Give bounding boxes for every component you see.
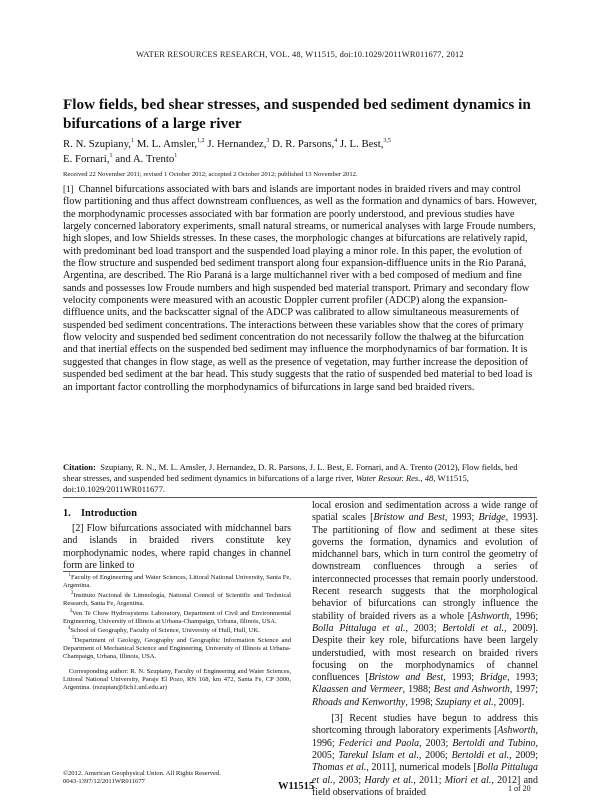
abstract — [63, 183, 537, 394]
copyright-notice — [63, 770, 221, 786]
footnote-number: 5 — [72, 635, 75, 641]
text: , 1996; — [312, 725, 538, 749]
citation-ref: Szupiany et al. — [435, 696, 494, 708]
author-affiliation: 1,2 — [197, 138, 205, 144]
text: , 1988; — [402, 684, 434, 696]
running-head: WATER RESOURCES RESEARCH, VOL. 48, W11515, doi:10.1029/2011WR011677, 2012 — [136, 50, 464, 59]
author-affiliation: 1 — [109, 152, 113, 159]
text: , 2003; — [405, 622, 443, 634]
footnote — [63, 592, 291, 608]
text: , 2003; — [419, 737, 453, 749]
corresponding-text: Corresponding author: R. N. Szupiany, Faculty of Engineering and Water Sciences, Littoral National University, Paraje El Pozo, RN 168, km 472, Santa Fe, CP 3000, Argentina. (rszupian@fich1.unl.edu.ar) — [63, 667, 291, 691]
page-count: 1 of 20 — [508, 784, 531, 793]
author-affiliation: 3 — [266, 138, 270, 144]
footnote-number: 1 — [68, 573, 71, 578]
text: , 2011], numerical models [ — [366, 762, 477, 774]
author-affiliation: 1 — [130, 138, 134, 144]
citation-ref: Miori et al. — [444, 774, 492, 786]
author-list — [63, 137, 533, 166]
author: J. L. Best, — [339, 138, 384, 150]
publication-dates: Received 22 November 2011; revised 1 October 2012; accepted 2 October 2012; published 13 November 2012. — [63, 171, 358, 178]
citation-label: Citation: — [63, 462, 96, 472]
footnotes — [63, 574, 291, 694]
footnote-number: 3 — [69, 608, 73, 614]
paragraph-marker: [1] — [63, 184, 74, 194]
text: Recent studies have begun to address this shortcoming through laboratory experiments [ — [312, 713, 539, 737]
citation-ref: Bridge — [480, 672, 508, 684]
intro-paragraph — [63, 523, 291, 572]
footnote-number: 2 — [70, 590, 74, 596]
citation-ref: Bertoldi et al. — [442, 622, 504, 634]
author-affiliation: 1 — [174, 152, 178, 159]
citation-ref: Bertoldi and Tubino — [452, 737, 536, 749]
author: and A. Trento — [115, 152, 175, 165]
citation-doi: W11515, doi:10.1029/2011WR011677. — [63, 473, 469, 494]
text: , 1998; — [405, 696, 436, 708]
citation-ref: Federici and Paola — [338, 737, 420, 749]
citation-ref: Bertoldi et al. — [451, 749, 510, 761]
text: , 1997; — [509, 684, 538, 696]
citation — [63, 462, 537, 495]
section-title: Introduction — [81, 508, 137, 519]
body-paragraph — [312, 500, 538, 709]
citation-ref: Best and Ashworth — [433, 684, 510, 696]
author: D. R. Parsons, — [272, 138, 335, 150]
page-identifier: W11515 — [278, 781, 315, 792]
text: , 2012] and field observations of braided — [312, 774, 538, 798]
author-affiliation: 4 — [334, 138, 338, 144]
copyright-line: ©2012. American Geophysical Union. All Rights Reserved. — [63, 770, 221, 777]
corresponding-author — [63, 668, 291, 693]
footnote-rule — [63, 571, 133, 572]
citation-ref: Ashworth — [471, 610, 510, 622]
text: , 2011; — [413, 774, 445, 786]
author: J. Hernandez, — [207, 138, 267, 150]
paragraph-marker: [2] — [72, 523, 84, 534]
citation-ref: Bolla Pittaluga et al. — [312, 622, 406, 634]
paragraph-marker: [3] — [331, 713, 343, 725]
author: M. L. Amsler, — [136, 138, 198, 150]
right-column — [312, 500, 538, 799]
footnote — [63, 610, 291, 626]
paragraph-text: Flow bifurcations associated with midchannel bars and islands in braided rivers constitute key morphodynamic nodes, where rapid changes in channel form are linked to — [63, 523, 292, 571]
paper-title: Flow fields, bed shear stresses, and suspended bed sediment dynamics in bifurcations of a large river — [63, 96, 531, 132]
text: , 2005; — [312, 737, 538, 761]
footnote — [63, 637, 291, 662]
citation-ref: Bolla Pittaluga et al. — [312, 762, 538, 786]
citation-ref: Klaassen and Vermeer — [312, 684, 403, 696]
body-paragraph — [312, 713, 538, 799]
citation-ref: Bristow and Best — [368, 672, 444, 684]
citation-ref: Bristow and Best — [373, 512, 445, 524]
citation-ref: Ashworth — [497, 725, 536, 737]
section-heading — [63, 508, 291, 519]
footnote-text: Faculty of Engineering and Water Sciences, Littoral National University, Santa Fe, Argentina. — [63, 574, 291, 590]
footnote-text: Ven Te Chow Hydrosystems Laboratory, Department of Civil and Environmental Engineering, University of Illinois at Urbana-Champaign, Urbana, Illinois, USA. — [63, 609, 291, 625]
text: , 1993; — [507, 672, 539, 684]
footnote — [63, 627, 291, 635]
text: , 2009]. Despite their key role, bifurcations have been largely understudied, with most research on braided rivers focusing on the morphodynamics of channel confluences [ — [312, 622, 539, 684]
section-number: 1. — [63, 508, 71, 519]
footnote — [63, 574, 291, 590]
text: , 1993; — [443, 672, 481, 684]
citation-ref: Hardy et al. — [364, 774, 414, 786]
footnote-text: School of Geography, Faculty of Science, University of Hull, Hull, UK. — [70, 627, 260, 635]
citation-ref: Tarekul Islam et al. — [338, 749, 419, 761]
section-divider — [63, 497, 537, 498]
text: , 2009]. — [493, 696, 525, 708]
text: , 2009; — [509, 749, 538, 761]
citation-ref: Rhoads and Kenworthy — [312, 696, 406, 708]
left-column — [63, 500, 291, 572]
citation-text: Szupiany, R. N., M. L. Amsler, J. Hernandez, D. R. Parsons, J. L. Best, E. Fornari, and A. Trento (2012), Flow fields, bed shear stresses, and suspended bed sediment dynamics in bifurcations of a large river, — [63, 462, 518, 483]
issn-line: 0043-1397/12/2011WR011677 — [63, 778, 145, 786]
citation-journal: Water Resour. Res., 48, — [355, 473, 436, 483]
text: , 1996; — [509, 610, 538, 622]
citation-ref: Thomas et al. — [312, 762, 367, 774]
text: , 1993]. The partitioning of flow and sediment at these sites governs the formation, dynamics and evolution of midchannel bars, which in turn control the geometry of downstream confluences through a series of interconnected processes that remain poorly understood. Recent research suggests that the morphological behavior of bifurcations can strongly influence the stability of braided rivers as a whole [ — [312, 512, 538, 622]
footnote-text: Department of Geology, Geography and Geographic Information Science and Department of Mechanical Science and Engineering, University of Illinois at Urbana-Champaign, Urbana, Illinois, USA. — [63, 636, 291, 661]
footnote-number: 4 — [67, 626, 71, 632]
abstract-text: Channel bifurcations associated with bars and islands are important nodes in braided rivers and may control flow partitioning and thus affect downstream confluences, as well as the formation and dynamics of bars. However, the morphodynamic processes associated with bar formation are poorly understood, and previous studies have largely concerned laboratory experiments, small natural streams, or numerical analyses with large Froude numbers, high slopes, and low Shields stresses. In these cases, the morphologic changes at bifurcations are relatively rapid, with predominant bed load transport and the suspended load playing a minor role. In this paper, the evolution of the flow structure and suspended bed sediment transport along four expansion-diffluence units in the Rio Paraná, Argentina, are described. The Rio Paraná is a large multichannel river with a bed composed of medium and fine sands and possesses low Froude numbers and high suspended bed material transport. Primary and secondary flow velocity components were measured with an acoustic Doppler current profiler (ADCP) along the expansion-diffluence units, and the backscatter signal of the ADCP was calibrated to allow simultaneous measurements of suspended bed sediment concentrations. The interactions between these variables show that the cores of primary flow velocity and suspended bed sediment concentration do not necessarily follow the thalweg at the bifurcation and that inertial effects on the suspended bed sediment may influence the morphodynamics of bar formation. It is suggested that changes in flow stage, as well as the presence of vegetation, may further increase the deposition of suspended bed sediment at the bar head. This study suggests that the ratio of suspended bed material to bed load is an important factor controlling the morphodynamics of bifurcations in large sand bed braided rivers. — [63, 184, 537, 393]
author-affiliation: 3,5 — [383, 138, 391, 144]
text: , 2006; — [418, 749, 452, 761]
citation-ref: Bridge — [478, 512, 506, 524]
author: E. Fornari, — [63, 152, 110, 165]
text: , 2003; — [332, 774, 365, 786]
author: R. N. Szupiany, — [63, 138, 131, 150]
text: local erosion and sedimentation across a wide range of spatial scales [ — [312, 500, 538, 524]
text: , 1993; — [444, 512, 479, 524]
footnote-text: Instituto Nacional de Limnología, National Council of Scientific and Technical Research, Santa Fe, Argentina. — [63, 591, 292, 607]
